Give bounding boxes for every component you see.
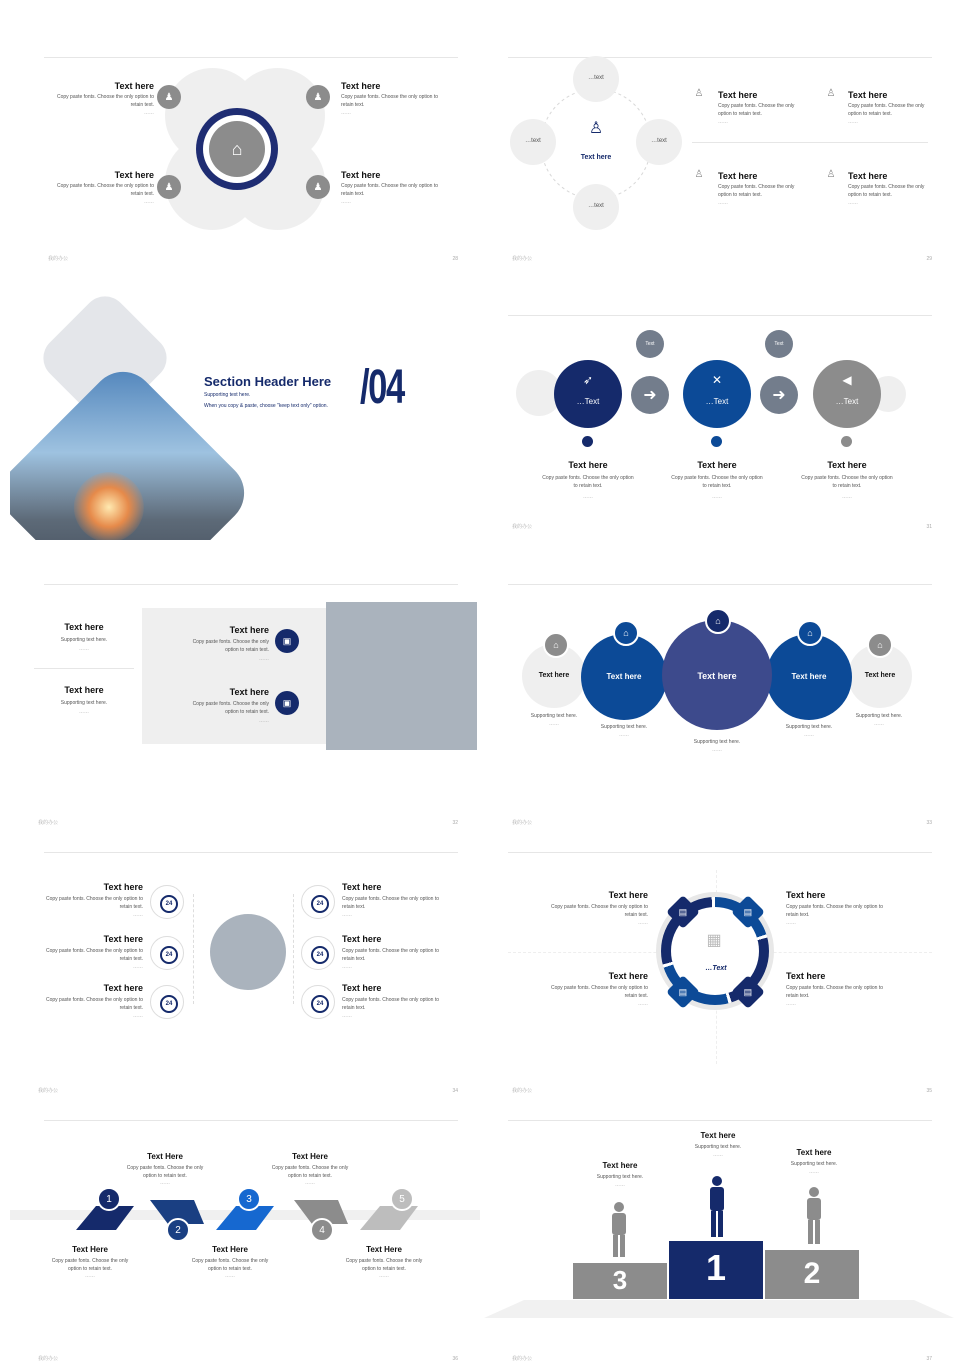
people-icon: ♙ — [694, 87, 704, 99]
tools-icon: ✕ — [711, 373, 723, 387]
support: Supporting text here. — [693, 739, 741, 745]
book-icon: ▤ — [731, 975, 765, 1009]
dots: …… — [809, 1169, 819, 1175]
dots: …… — [638, 920, 648, 926]
center-label: Text here — [580, 154, 612, 161]
bubble-label: Text — [645, 341, 655, 347]
body: Copy paste fonts. Choose the only option to retain text. — [786, 904, 884, 918]
body: Copy paste fonts. Choose the only option to retain text. — [45, 896, 143, 910]
heading: Text here — [64, 685, 104, 695]
body: Copy paste fonts. Choose the only option to retain text. — [271, 1165, 349, 1179]
support: Supporting text here. — [60, 700, 108, 706]
people-icon: ♙ — [694, 168, 704, 180]
image-circle — [210, 914, 286, 990]
place-number: 1 — [705, 1247, 727, 1288]
book-icon: ▤ — [731, 895, 765, 929]
dots: …… — [259, 718, 269, 724]
people-icon: ♙ — [826, 87, 836, 99]
dots: …… — [786, 920, 796, 926]
body: Copy paste fonts. Choose the only option to retain text. — [801, 475, 893, 489]
heading: Text Here — [72, 1245, 108, 1254]
heading: Text here — [103, 983, 143, 993]
heading: Text Here — [366, 1245, 402, 1254]
dots: …… — [712, 747, 722, 753]
place-number: 2 — [803, 1257, 821, 1290]
support: Supporting text here. — [530, 713, 578, 719]
support: Supporting text here. — [694, 1144, 742, 1150]
heading: Text Here — [292, 1152, 328, 1161]
dots: …… — [804, 732, 814, 738]
page-number: 29 — [926, 256, 932, 262]
dots: …… — [712, 494, 722, 500]
person-icon — [609, 1202, 629, 1262]
dots: …… — [549, 721, 559, 727]
footer-brand: 我的办公 — [38, 1088, 59, 1094]
step-label: …Text — [705, 397, 729, 406]
dots: …… — [133, 964, 143, 970]
node-label: …text — [651, 138, 667, 144]
heading: Text here — [341, 170, 381, 180]
person-icon — [706, 1176, 728, 1240]
support: Supporting text here. — [60, 637, 108, 643]
body: Copy paste fonts. Choose the only option to retain text. — [718, 103, 795, 117]
body: Copy paste fonts. Choose the only option to retain text. — [342, 997, 440, 1011]
step-number: 4 — [310, 1218, 334, 1242]
divider — [508, 315, 932, 316]
dots: …… — [713, 1152, 723, 1158]
dots: …… — [160, 1180, 170, 1186]
24h-icon: 24 — [160, 995, 178, 1013]
step-number: 2 — [166, 1218, 190, 1242]
footer-brand: 我的办公 — [512, 524, 533, 530]
support: Supporting text here. — [790, 1161, 838, 1167]
heading: Text here — [786, 890, 826, 900]
support: Supporting text here. — [596, 1174, 644, 1180]
body: Copy paste fonts. Choose the only option to retain text. — [786, 985, 884, 999]
image-icon[interactable]: ▣ — [275, 629, 299, 653]
heading: Text Here — [147, 1152, 183, 1161]
body: Copy paste fonts. Choose the only option to retain text. — [345, 1258, 423, 1272]
divider — [34, 668, 134, 669]
heading: Text here — [103, 882, 143, 892]
heading: Text here — [342, 934, 382, 944]
node-label: …text — [588, 203, 604, 209]
body: Copy paste fonts. Choose the only option to retain text. — [192, 701, 269, 715]
node-label: …text — [525, 138, 541, 144]
body: Copy paste fonts. Choose the only option to retain text. — [848, 184, 925, 198]
dots: …… — [842, 494, 852, 500]
slide-29 — [484, 10, 954, 272]
body: Copy paste fonts. Choose the only option to retain text. — [191, 1258, 269, 1272]
body: Copy paste fonts. Choose the only option to retain text. — [671, 475, 763, 489]
heading: Text here — [697, 460, 737, 470]
heading: Text here — [342, 983, 382, 993]
divider — [508, 584, 932, 585]
body: Copy paste fonts. Choose the only option to retain text. — [542, 475, 634, 489]
arrow-right-icon: ➜ — [631, 376, 669, 414]
dots: …… — [79, 709, 89, 715]
divider — [44, 852, 458, 853]
footer-brand: 我的办公 — [512, 820, 533, 826]
circle-label: Text here — [791, 672, 827, 681]
dots: …… — [874, 721, 884, 727]
section-title: Section Header Here — [204, 374, 332, 389]
page-number: 31 — [926, 524, 932, 530]
circle-label: Text here — [864, 672, 896, 679]
heading: Text here — [796, 1148, 832, 1157]
calendar-icon: ▦ — [706, 932, 722, 949]
dots: …… — [144, 110, 154, 116]
dots: …… — [305, 1180, 315, 1186]
heading: Text Here — [212, 1245, 248, 1254]
home-icon: ⌂ — [705, 608, 731, 634]
body: Copy paste fonts. Choose the only option to retain text. — [45, 997, 143, 1011]
figure-icon: ♟ — [306, 85, 330, 109]
bubble-label: Text — [774, 341, 784, 347]
dots: …… — [848, 200, 858, 206]
body: Copy paste fonts. Choose the only option to retain text. — [342, 896, 440, 910]
marker-dot — [582, 436, 593, 447]
dots: …… — [133, 1013, 143, 1019]
section-number: /04 — [360, 361, 404, 414]
page-number: 35 — [926, 1088, 932, 1094]
page-number: 34 — [452, 1088, 458, 1094]
rocket-icon: ➶ — [582, 373, 594, 387]
image-placeholder — [326, 602, 477, 750]
step-number: 5 — [390, 1187, 414, 1211]
dots: …… — [341, 110, 351, 116]
dots: …… — [85, 1273, 95, 1279]
footer-brand: 我的办公 — [38, 1356, 59, 1362]
heading: Text here — [341, 81, 381, 91]
body: Copy paste fonts. Choose the only option to retain text. — [45, 948, 143, 962]
heading: Text here — [827, 460, 867, 470]
body: Copy paste fonts. Choose the only option to retain text. — [341, 94, 439, 108]
heading: Text here — [568, 460, 608, 470]
heading: Text here — [786, 971, 826, 981]
slide-28 — [10, 10, 480, 272]
divider — [44, 57, 458, 58]
dots: …… — [638, 1001, 648, 1007]
heading: Text here — [229, 687, 269, 697]
page-number: 28 — [452, 256, 458, 262]
24h-icon: 24 — [311, 995, 329, 1013]
center-label: …Text — [705, 965, 727, 972]
24h-icon: 24 — [160, 946, 178, 964]
text-bubble — [765, 330, 793, 358]
heading: Text here — [114, 170, 154, 180]
page-number: 33 — [926, 820, 932, 826]
footer-brand: 我的办公 — [512, 1356, 533, 1362]
step-shapes — [10, 1110, 480, 1372]
home-icon: ⌂ — [797, 620, 823, 646]
connector — [193, 894, 195, 1004]
book-icon: ▤ — [666, 975, 700, 1009]
body: Copy paste fonts. Choose the only option to retain text. — [56, 94, 154, 108]
slide-31 — [484, 278, 954, 540]
heading: Text here — [114, 81, 154, 91]
heading: Text here — [608, 971, 648, 981]
body: Copy paste fonts. Choose the only option to retain text. — [718, 184, 795, 198]
circle-label: Text here — [697, 671, 737, 681]
slide-37 — [484, 1110, 954, 1372]
body: Copy paste fonts. Choose the only option to retain text. — [550, 904, 648, 918]
heading: Text here — [103, 934, 143, 944]
house-icon: ⌂ — [209, 121, 265, 177]
footer-brand: 我的办公 — [512, 256, 533, 262]
body: Copy paste fonts. Choose the only option to retain text. — [341, 183, 439, 197]
connector — [293, 894, 295, 1004]
dots: …… — [786, 1001, 796, 1007]
image-icon[interactable]: ▣ — [275, 691, 299, 715]
step-number: 1 — [97, 1187, 121, 1211]
home-icon: ⌂ — [613, 620, 639, 646]
dots: …… — [848, 119, 858, 125]
person-icon — [804, 1187, 824, 1247]
section-sub2: When you copy & paste, choose "keep text only" option. — [204, 403, 328, 409]
arrow-right-icon: ➜ — [760, 376, 798, 414]
section-sub1: Supporting text here. — [204, 392, 251, 398]
support: Supporting text here. — [785, 724, 833, 730]
dots: …… — [718, 200, 728, 206]
slide-32 — [10, 574, 480, 836]
step-number: 3 — [237, 1187, 261, 1211]
person-icon: ♙ — [584, 116, 608, 140]
slide-35 — [484, 842, 954, 1104]
body: Copy paste fonts. Choose the only option to retain text. — [51, 1258, 129, 1272]
body: Copy paste fonts. Choose the only option to retain text. — [848, 103, 925, 117]
megaphone-icon: ◀ — [842, 373, 852, 387]
text-bubble — [636, 330, 664, 358]
dots: …… — [718, 119, 728, 125]
dots: …… — [342, 964, 352, 970]
footer-brand: 我的办公 — [48, 256, 69, 262]
footer-brand: 我的办公 — [38, 820, 59, 826]
heading: Text here — [848, 171, 888, 181]
24h-icon: 24 — [311, 946, 329, 964]
figure-icon: ♟ — [157, 85, 181, 109]
dots: …… — [79, 646, 89, 652]
figure-icon: ♟ — [157, 175, 181, 199]
body: Copy paste fonts. Choose the only option to retain text. — [342, 948, 440, 962]
page-number: 37 — [926, 1356, 932, 1362]
home-icon: ⌂ — [543, 632, 569, 658]
24h-icon: 24 — [311, 895, 329, 913]
dots: …… — [259, 656, 269, 662]
dots: …… — [342, 912, 352, 918]
heading: Text here — [718, 90, 758, 100]
heading: Text here — [229, 625, 269, 635]
slide-33 — [484, 574, 954, 836]
dots: …… — [619, 732, 629, 738]
place-number: 3 — [612, 1265, 628, 1295]
figure-icon: ♟ — [306, 175, 330, 199]
support: Supporting text here. — [855, 713, 903, 719]
page-number: 32 — [452, 820, 458, 826]
body: Copy paste fonts. Choose the only option to retain text. — [550, 985, 648, 999]
people-icon: ♙ — [826, 168, 836, 180]
heading: Text here — [602, 1161, 638, 1170]
dots: …… — [133, 912, 143, 918]
divider — [508, 852, 932, 853]
dots: …… — [615, 1182, 625, 1188]
marker-dot — [841, 436, 852, 447]
heading: Text here — [64, 622, 104, 632]
slide-34 — [10, 842, 480, 1104]
dots: …… — [342, 1013, 352, 1019]
step-label: …Text — [835, 397, 859, 406]
node-label: …text — [588, 75, 604, 81]
slide-36 — [10, 1110, 480, 1372]
slide-30 — [10, 278, 480, 540]
marker-dot — [711, 436, 722, 447]
support: Supporting text here. — [600, 724, 648, 730]
dots: …… — [225, 1273, 235, 1279]
step-label: …Text — [576, 397, 600, 406]
body: Copy paste fonts. Choose the only option to retain text. — [126, 1165, 204, 1179]
home-icon: ⌂ — [867, 632, 893, 658]
divider — [44, 584, 458, 585]
heading: Text here — [342, 882, 382, 892]
heading: Text here — [608, 890, 648, 900]
circle-label: Text here — [538, 672, 570, 679]
book-icon: ▤ — [666, 895, 700, 929]
dots: …… — [341, 199, 351, 205]
body: Copy paste fonts. Choose the only option to retain text. — [192, 639, 269, 653]
dots: …… — [583, 494, 593, 500]
body: Copy paste fonts. Choose the only option to retain text. — [56, 183, 154, 197]
heading: Text here — [700, 1131, 736, 1140]
page-number: 36 — [452, 1356, 458, 1362]
circle-label: Text here — [606, 672, 642, 681]
footer-brand: 我的办公 — [512, 1088, 533, 1094]
dots: …… — [379, 1273, 389, 1279]
24h-icon: 24 — [160, 895, 178, 913]
heading: Text here — [848, 90, 888, 100]
dots: …… — [144, 199, 154, 205]
divider — [692, 142, 928, 143]
heading: Text here — [718, 171, 758, 181]
